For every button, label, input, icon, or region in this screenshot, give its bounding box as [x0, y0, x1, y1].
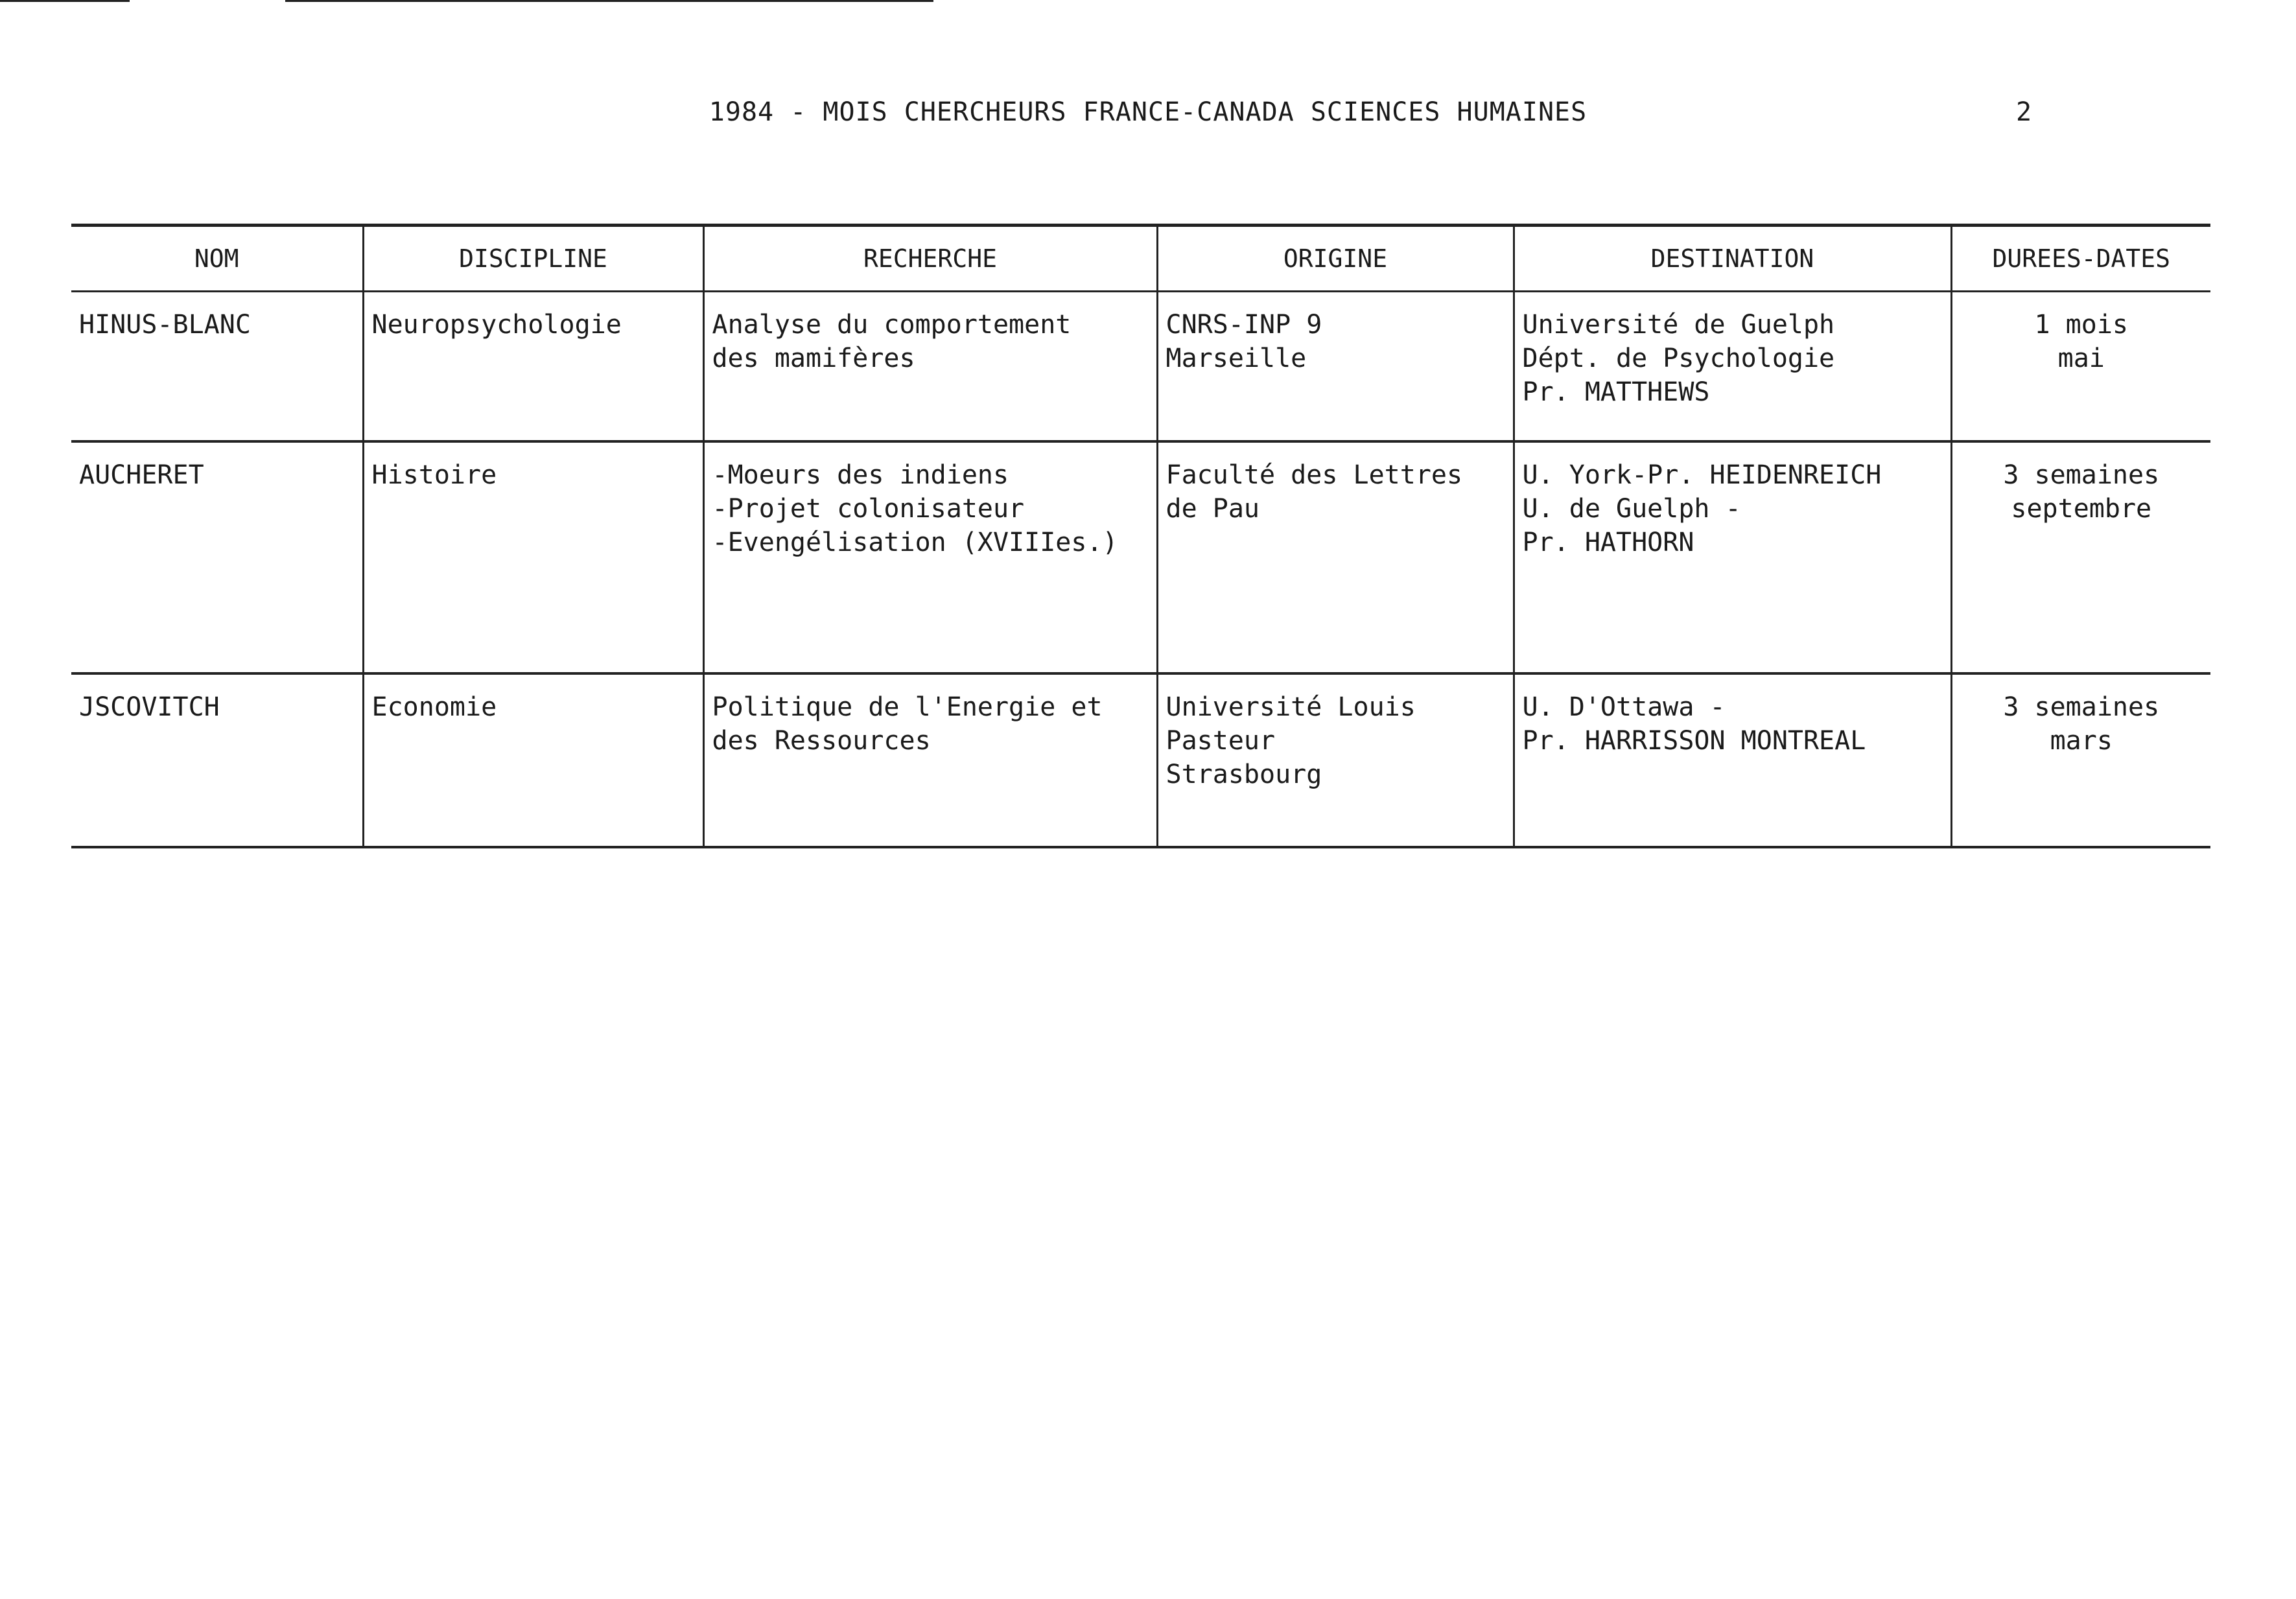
destination-line: U. de Guelph -	[1522, 494, 1741, 524]
researchers-table	[71, 224, 2210, 848]
origine-line: Strasbourg	[1166, 760, 1322, 789]
header-recherche: RECHERCHE	[703, 226, 1157, 292]
header-durees-dates: DUREES-DATES	[1951, 226, 2210, 292]
durees-line: 3 semaines	[2003, 460, 2160, 490]
header-nom: NOM	[194, 244, 239, 273]
header-destination: DESTINATION	[1514, 226, 1951, 292]
table-row	[71, 441, 2210, 673]
nom-line: JSCOVITCH	[79, 692, 220, 722]
destination-line: Pr. HATHORN	[1522, 528, 1694, 557]
cell-recherche	[703, 292, 1157, 442]
cell-nom	[71, 292, 363, 442]
origine-line: Université Louis	[1166, 692, 1416, 722]
header-origine: ORIGINE	[1157, 226, 1514, 292]
destination-line: Dépt. de Psychologie	[1522, 344, 1835, 373]
destination-line: Université de Guelph	[1522, 310, 1835, 340]
destination-line: U. York-Pr. HEIDENREICH	[1522, 460, 1882, 490]
recherche-line: Analyse du comportement	[712, 310, 1072, 340]
header-discipline: DISCIPLINE	[363, 226, 703, 292]
origine-line: Faculté des Lettres	[1166, 460, 1463, 490]
recherche-line: -Projet colonisateur	[712, 494, 1025, 524]
table-row	[71, 292, 2210, 442]
origine-line: de Pau	[1166, 494, 1259, 524]
durees-line: mai	[2057, 344, 2105, 373]
recherche-line: -Moeurs des indiens	[712, 460, 1009, 490]
cell-nom	[71, 441, 363, 673]
cell-durees-dates	[1951, 673, 2210, 847]
document-title: 1984 - MOIS CHERCHEURS FRANCE-CANADA SCIENCES HUMAINES	[709, 97, 1587, 127]
cell-recherche	[703, 673, 1157, 847]
durees-line: mars	[2050, 726, 2113, 756]
table-header-row	[71, 226, 2210, 292]
origine-line: Marseille	[1166, 344, 1307, 373]
durees-line: 3 semaines	[2003, 692, 2160, 722]
cell-durees-dates	[1951, 292, 2210, 442]
origine-line: CNRS-INP 9	[1166, 310, 1322, 340]
cell-origine	[1157, 441, 1514, 673]
recherche-line: -Evengélisation (XVIIIes.)	[712, 528, 1118, 557]
cell-nom	[71, 673, 363, 847]
recherche-line: Politique de l'Energie et	[712, 692, 1103, 722]
destination-line: Pr. HARRISSON MONTREAL	[1522, 726, 1866, 756]
discipline-line: Economie	[371, 692, 497, 722]
discipline-line: Neuropsychologie	[371, 310, 622, 340]
cell-discipline	[363, 441, 703, 673]
recherche-line: des mamifères	[712, 344, 915, 373]
discipline-line: Histoire	[371, 460, 497, 490]
page-number: 2	[2016, 97, 2032, 127]
origine-line: Pasteur	[1166, 726, 1276, 756]
destination-line: Pr. MATTHEWS	[1522, 377, 1710, 407]
nom-line: AUCHERET	[79, 460, 204, 490]
destination-line: U. D'Ottawa -	[1522, 692, 1726, 722]
cell-discipline	[363, 673, 703, 847]
cell-destination	[1514, 673, 1951, 847]
cell-durees-dates	[1951, 441, 2210, 673]
cell-origine	[1157, 673, 1514, 847]
cell-discipline	[363, 292, 703, 442]
nom-line: HINUS-BLANC	[79, 310, 251, 340]
recherche-line: des Ressources	[712, 726, 931, 756]
top-rule-left	[0, 0, 130, 2]
durees-line: 1 mois	[2034, 310, 2128, 340]
top-rule	[285, 0, 933, 2]
durees-line: septembre	[2011, 494, 2152, 524]
table-row	[71, 673, 2210, 847]
cell-recherche	[703, 441, 1157, 673]
cell-origine	[1157, 292, 1514, 442]
cell-destination	[1514, 441, 1951, 673]
cell-destination	[1514, 292, 1951, 442]
